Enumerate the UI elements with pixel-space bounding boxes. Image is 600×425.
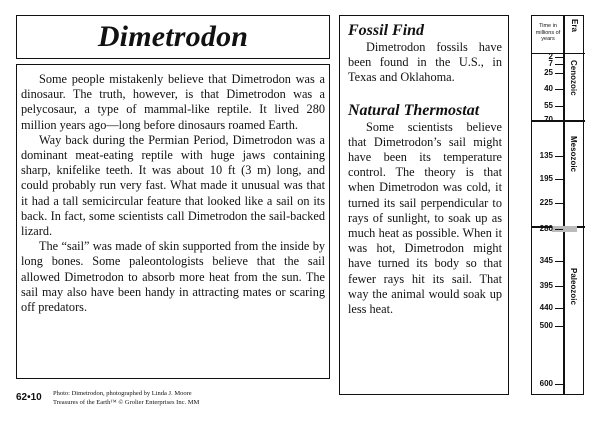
title-box — [16, 15, 330, 59]
tick-440: 440 — [532, 308, 563, 320]
main-paragraph-3: The “sail” was made of skin supported from the inside by long bones. Some paleontologists believe that the sail allowed Dimetrodon to absorb more heat from the sun. The sail may also have been handy in attracting mates or scaring off predators. — [21, 239, 325, 315]
tick-25: 25 — [532, 73, 563, 85]
fossil-heading: Fossil Find — [348, 22, 425, 39]
tick-40: 40 — [532, 89, 563, 101]
tick-225: 225 — [532, 203, 563, 215]
tick-70: 70 — [532, 120, 563, 132]
timeline-era-label: Era — [570, 19, 579, 32]
tick-600: 600 — [532, 384, 563, 396]
timeline — [531, 15, 584, 395]
sidebar-box — [339, 15, 509, 395]
tick-395: 395 — [532, 286, 563, 298]
tick-280: 280 — [532, 229, 563, 241]
tick-2: 2 — [532, 57, 563, 69]
main-paragraph-2: Way back during the Permian Period, Dimetrodon was a dominant meat-eating reptile with huge jaws containing sharp, knifelike teeth. It was about 10 ft (3 m) long, and could probably run very fast. What made it unusual was that it had a tall semicircular feature that looked like a sail on its back. In fact, some scientists call Dimetrodon the sail-backed lizard. — [21, 132, 325, 239]
thermo-heading: Natural Thermostat — [348, 101, 480, 119]
page-title: Dimetrodon — [97, 20, 249, 53]
credits — [53, 389, 199, 407]
credit-line-2: Treasures of the Earth™ © Grolier Enterprises Inc. MM — [53, 399, 200, 406]
main-paragraph-1: Some people mistakenly believe that Dimetrodon was a dinosaur. The truth, however, is that Dimetrodon was a pelycosaur, a type of mammal-like reptile. It lived 280 million years ago—long before dinosaurs roamed Earth. — [21, 72, 325, 132]
thermo-text: Some scientists believe that Dimetrodon’s sail might have been its temperature control. The theory is that when Dimetrodon was cold, it turned its sail perpendicular to rays of sunlight, to soak up as much heat as possible. When it was hot, Dimetrodon might have turned its body so that fewer rays hit its sail. That way the animal would soak up less heat. — [348, 119, 502, 317]
main-text-box — [16, 64, 330, 379]
tick-195: 195 — [532, 179, 563, 191]
tick-345: 345 — [532, 261, 563, 273]
timeline-time-label: Time in millions of years — [535, 23, 561, 42]
tick-500: 500 — [532, 326, 563, 338]
card-code: 62•10 — [16, 392, 42, 403]
timeline-header — [532, 16, 585, 54]
era-paleozoic: Paleozoic — [569, 268, 578, 305]
timeline-divider — [563, 16, 565, 394]
credit-line-1: Photo: Dimetrodon, photographed by Linda J. Moore — [53, 390, 192, 397]
footer — [16, 385, 336, 415]
tick-55: 55 — [532, 106, 563, 118]
fossil-text: Dimetrodon fossils have been found in the U.S., in Texas and Oklahoma. — [348, 40, 502, 85]
tick-7: 7 — [532, 64, 563, 76]
era-mesozoic: Mesozoic — [569, 136, 578, 173]
tick-135: 135 — [532, 156, 563, 168]
era-cenozoic: Cenozoic — [569, 60, 578, 96]
